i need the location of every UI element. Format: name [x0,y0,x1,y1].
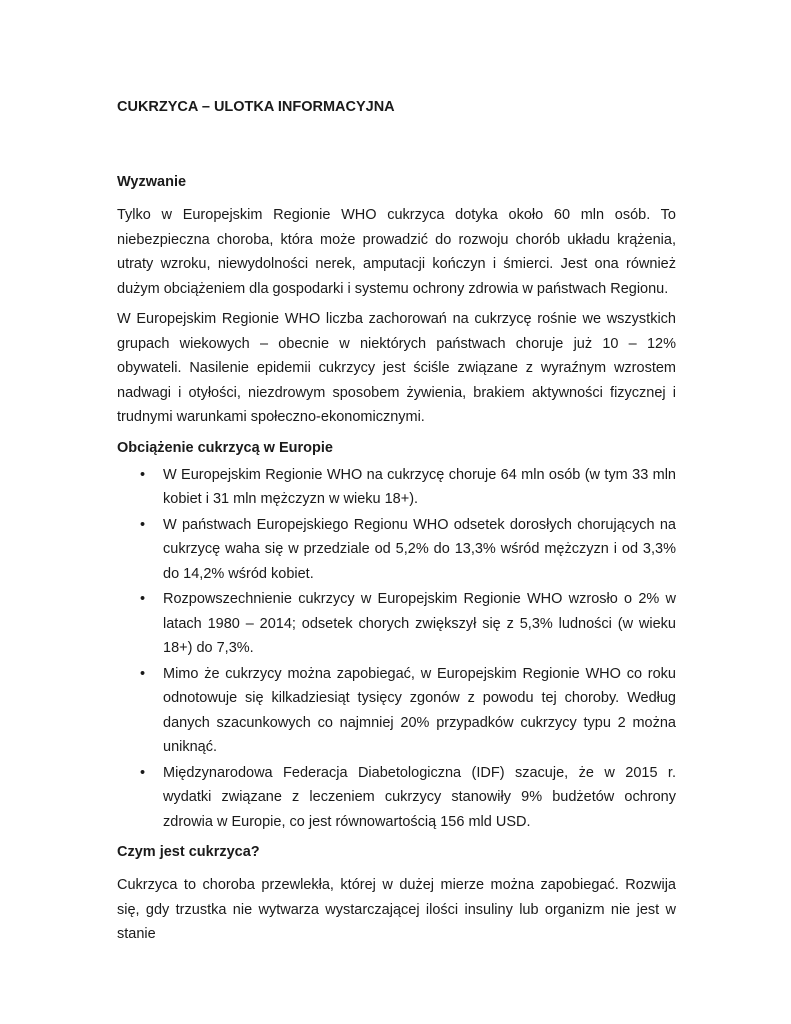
bullet-item [117,587,676,661]
paragraph-challenge-1: Tylko w Europejskim Regionie WHO cukrzyca dotyka około 60 mln osób. To niebezpieczna choroba, która może prowadzić do rozwoju chorób układu krążenia, utraty wzroku, niewydolności nerek, amputacji kończyn i śmierci. Jest ona również dużym obciążeniem dla gospodarki i systemu ochrony zdrowia w państwach Regionu. [117,207,676,297]
bullet-text: Mimo że cukrzycy można zapobiegać, w Europejskim Regionie WHO co roku odnotowuje się kilkadziesiąt tysięcy zgonów z powodu tej choroby. Według danych szacunkowych co najmniej 20% przypadków cukrzycy typu 2 można uniknąć. [163,665,676,755]
section-heading-burden: Obciążenie cukrzycą w Europie [117,439,333,456]
document-page [117,95,676,947]
bullet-item [117,761,676,835]
bullet-text: Rozpowszechnienie cukrzycy w Europejskim Regionie WHO wzrosło o 2% w latach 1980 – 2014; odsetek chorych zwiększył się z 5,3% ludności (w wieku 18+) do 7,3%. [163,591,676,656]
bullet-text: W Europejskim Regionie WHO na cukrzycę choruje 64 mln osób (w tym 33 mln kobiet i 31 mln mężczyzn w wieku 18+). [163,466,676,507]
paragraph-challenge-2: W Europejskim Regionie WHO liczba zachorowań na cukrzycę rośnie we wszystkich grupach wiekowych – obecnie w niektórych państwach choruje już 10 – 12% obywateli. Nasilenie epidemii cukrzycy jest ściśle związane z wyraźnym wzrostem nadwagi i otyłości, niezdrowym sposobem żywienia, brakiem aktywności fizycznej i trudnymi warunkami społeczno-ekonomicznymi. [117,311,676,425]
bullet-icon: • [140,516,146,533]
bullet-text: Międzynarodowa Federacja Diabetologiczna (IDF) szacuje, że w 2015 r. wydatki związane z leczeniem cukrzycy stanowiły 9% budżetów ochrony zdrowia w Europie, co jest równowartością 156 mld USD. [163,764,676,830]
bullet-item [117,513,676,587]
section-heading-challenge: Wyzwanie [117,174,187,190]
bullet-item [117,463,676,512]
paragraph-what-is: Cukrzyca to choroba przewlekła, której w dużej mierze można zapobiegać. Rozwija się, gdy trzustka nie wytwarza wystarczającej ilości insuliny lub organizm nie jest w stanie [117,877,676,942]
bullet-text: W państwach Europejskiego Regionu WHO odsetek dorosłych chorujących na cukrzycę waha się w przedziale od 5,2% do 13,3% wśród mężczyzn i od 3,3% do 14,2% wśród kobiet. [163,516,676,582]
bullet-icon: • [140,665,146,682]
document-title: CUKRZYCA – ULOTKA INFORMACYJNA [117,99,395,115]
bullet-item [117,662,676,760]
section-heading-what-is: Czym jest cukrzyca? [117,844,260,860]
burden-bullet-list [117,463,676,835]
bullet-icon: • [140,764,146,781]
bullet-icon: • [140,591,146,607]
bullet-icon: • [140,466,146,483]
